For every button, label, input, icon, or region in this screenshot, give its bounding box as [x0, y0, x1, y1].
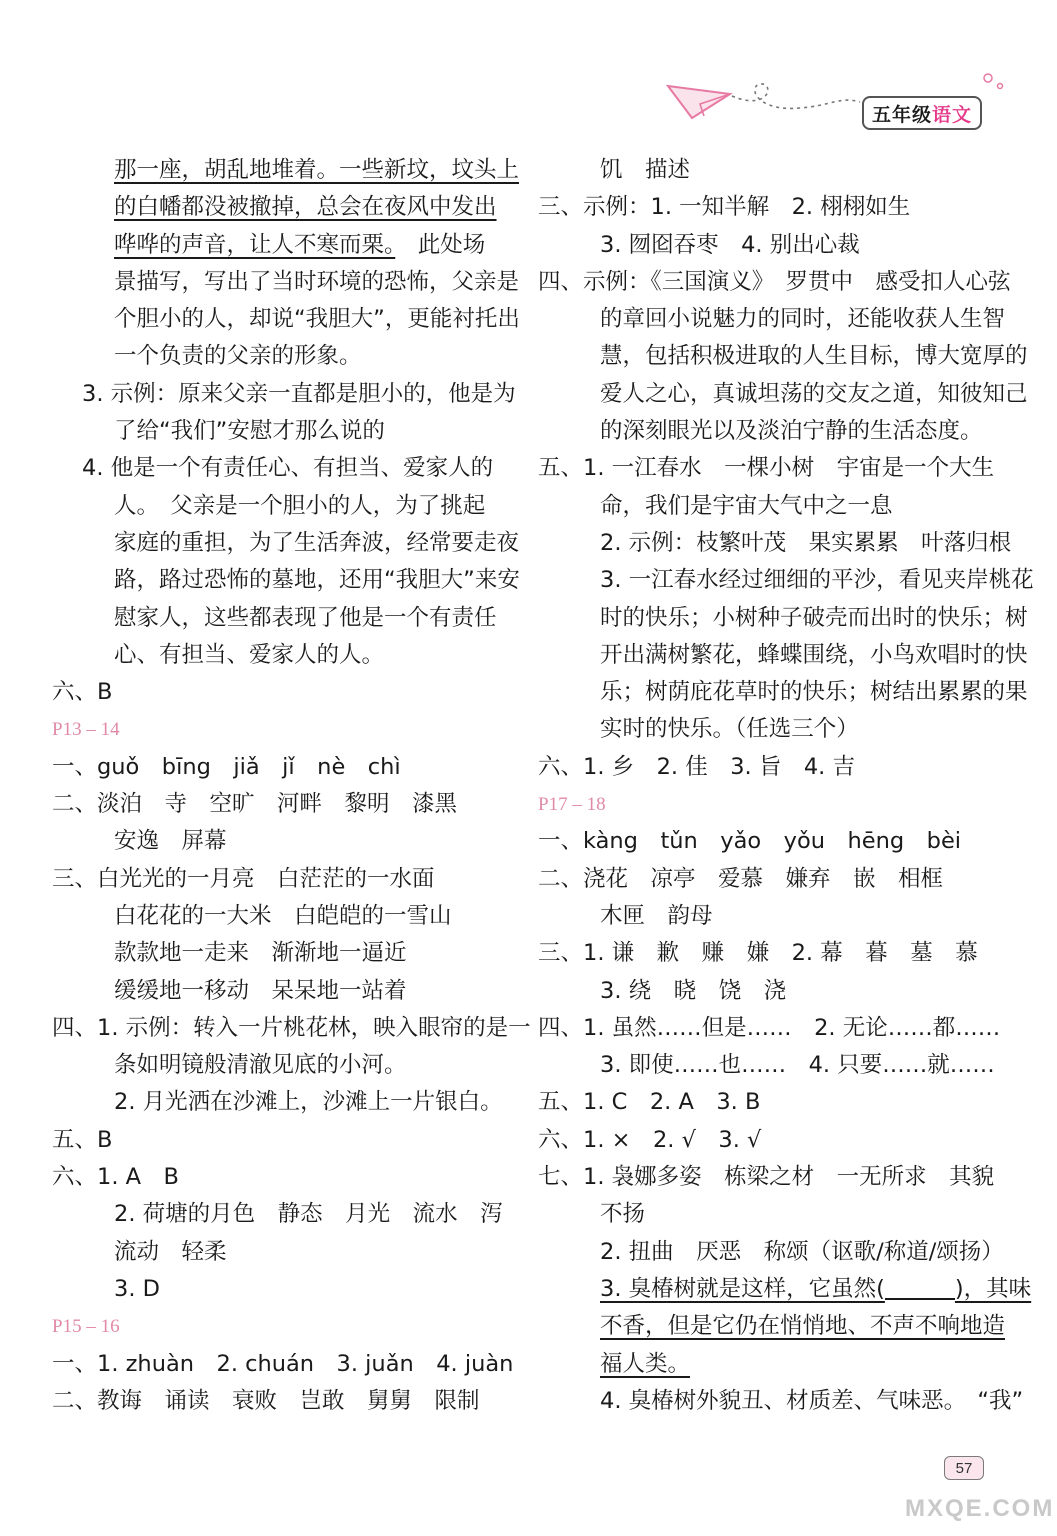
answer-line — [538, 1271, 1032, 1308]
answer-text: 了给“我们”安慰才那么说的 — [114, 418, 385, 445]
answer-text: 五、1. 一江春水 一棵小树 宇宙是一个大生 — [538, 455, 995, 482]
answer-line — [52, 1084, 512, 1121]
answer-line — [52, 376, 516, 413]
answer-line — [52, 413, 512, 450]
answer-line — [52, 189, 512, 226]
answer-line — [538, 450, 998, 487]
answer-text: 3. 绕 晓 饶 浇 — [600, 977, 787, 1004]
answer-text: 2. 荷塘的月色 静态 月光 流水 泻 — [114, 1201, 503, 1228]
answer-line — [52, 227, 512, 264]
answer-text: 白花花的一大米 白皑皑的一雪山 — [114, 902, 452, 929]
answer-text: 流动 轻柔 — [114, 1238, 227, 1265]
answer-line — [538, 227, 998, 264]
answer-line — [538, 823, 998, 860]
page-number: 57 — [944, 1456, 984, 1480]
answer-line — [538, 1084, 998, 1121]
answer-text: 个胆小的人，却说“我胆大”，更能衬托出 — [114, 306, 520, 333]
answer-text: 四、示例：《三国演义》 罗贯中 感受扣人心弦 — [538, 268, 1011, 295]
answer-text: 4. 臭椿树外貌丑、材质差、气味恶。 “我” — [600, 1387, 1024, 1414]
left-answer-column — [52, 152, 531, 1420]
answer-text: 慧，包括积极进取的人生目标，博大宽厚的 — [600, 343, 1028, 370]
answer-text: 饥 描述 — [600, 157, 691, 183]
answer-line — [52, 898, 512, 935]
answer-text: 不香，但是它仍在悄悄地、不声不响地造 — [600, 1313, 1006, 1340]
answer-text: 六、B — [52, 679, 113, 706]
grade-subject-badge — [862, 96, 982, 130]
answer-text: 福人类。 — [600, 1350, 691, 1377]
answer-text: 三、1. 谦 歉 赚 嫌 2. 幕 暮 墓 慕 — [538, 940, 978, 967]
answer-line — [538, 488, 998, 525]
answer-line — [52, 749, 512, 786]
answer-line — [52, 1383, 512, 1420]
answer-text: 哗哗的声音，让人不寒而栗。 — [114, 231, 396, 258]
answer-text: 木匣 韵母 — [600, 902, 713, 929]
answer-text: 一个负责的父亲的形象。 — [114, 343, 362, 370]
answer-text: 五、1. C 2. A 3. B — [538, 1089, 761, 1116]
answer-text: 不扬 — [600, 1201, 646, 1228]
answer-line — [52, 786, 512, 823]
answer-text: 一、guǒ bīng jiǎ jǐ nè chì — [52, 753, 401, 780]
answer-text: 4. 他是一个有责任心、有担当、爱家人的 — [82, 455, 494, 482]
answer-line — [538, 376, 1028, 413]
answer-line — [538, 413, 998, 450]
answer-line — [52, 562, 520, 599]
answer-text: 爱人之心，真诚坦荡的交友之道，知彼知己 — [600, 380, 1028, 407]
answer-text: 2. 扭曲 厌恶 称颂（讴歌/称道/颂扬） — [600, 1238, 1004, 1265]
answer-text: 时的快乐；小树种子破壳而出时的快乐；树 — [600, 604, 1028, 631]
answer-text: 缓缓地一移动 呆呆地一站着 — [114, 977, 407, 1004]
answer-line — [538, 1234, 1004, 1271]
answer-line — [52, 488, 512, 525]
answer-line — [52, 152, 520, 189]
answer-text: 四、1. 示例：转入一片桃花林，映入眼帘的是一 — [52, 1014, 531, 1041]
answer-text-after-blank: )，其味 — [954, 1275, 1032, 1302]
right-answer-column — [538, 152, 1034, 1420]
answer-line — [538, 264, 1011, 301]
answer-line — [52, 1047, 512, 1084]
answer-line — [52, 861, 512, 898]
answer-line — [538, 711, 998, 748]
answer-text: 人。 父亲是一个胆小的人，为了挑起 — [114, 492, 486, 519]
answer-line — [52, 301, 520, 338]
answer-line — [538, 1159, 998, 1196]
answer-line — [538, 1122, 998, 1159]
grade-label: 五年级 — [871, 103, 932, 126]
answer-text: 五、B — [52, 1126, 113, 1153]
answer-text: 2. 月光洒在沙滩上，沙滩上一片银白。 — [114, 1089, 503, 1116]
answer-text: 2. 示例：枝繁叶茂 果实累累 叶落归根 — [600, 529, 1012, 556]
answer-line — [538, 525, 1012, 562]
answer-text: 的章回小说魅力的同时，还能收获人生智 — [600, 306, 1006, 333]
answer-text: P15 – 16 — [52, 1316, 120, 1338]
answer-line — [52, 935, 512, 972]
answer-text: 3. 囫囵吞枣 4. 别出心裁 — [600, 231, 860, 258]
answer-line — [52, 823, 512, 860]
answer-text: 款款地一走来 渐渐地一逼近 — [114, 940, 407, 967]
answer-text: 一、1. zhuàn 2. chuán 3. juǎn 4. juàn — [52, 1350, 514, 1377]
answer-line — [538, 338, 1028, 375]
answer-line — [52, 600, 512, 637]
answer-text: 二、淡泊 寺 空旷 河畔 黎明 漆黑 — [52, 791, 458, 818]
answer-line — [52, 1234, 512, 1271]
answer-text: 二、浇花 凉亭 爱慕 嫌弃 嵌 相框 — [538, 865, 944, 892]
answer-line — [52, 338, 512, 375]
answer-line — [538, 600, 1028, 637]
answer-line — [52, 674, 512, 711]
watermark-logo: MXQE.COM — [905, 1495, 1055, 1522]
answer-line — [538, 1047, 998, 1084]
answer-text: 开出满树繁花，蜂蝶围绕，小鸟欢唱时的快 — [600, 641, 1028, 668]
answer-line — [52, 525, 520, 562]
answer-text: P13 – 14 — [52, 719, 120, 741]
answer-line — [52, 1271, 512, 1308]
answer-text-suffix: 此处场 — [395, 231, 486, 258]
answer-text: 3. 即使……也…… 4. 只要……就…… — [600, 1052, 995, 1079]
answer-line — [52, 1159, 512, 1196]
answer-line — [538, 1010, 1001, 1047]
answer-text: P17 – 18 — [538, 794, 606, 816]
answer-text: 3. D — [114, 1275, 160, 1302]
answer-text: 二、教诲 诵读 衰败 岂敢 舅舅 限制 — [52, 1387, 480, 1414]
answer-text: 六、1. 乡 2. 佳 3. 旨 4. 吉 — [538, 753, 855, 780]
answer-text: 六、1. A B — [52, 1164, 179, 1191]
answer-line — [52, 450, 512, 487]
answer-text: 三、白光光的一月亮 白茫茫的一水面 — [52, 865, 435, 892]
answer-line — [538, 973, 998, 1010]
answer-line — [52, 1346, 512, 1383]
answer-line — [52, 637, 512, 674]
answer-text: 景描写，写出了当时环境的恐怖，父亲是 — [114, 268, 520, 295]
answer-line — [538, 1383, 1024, 1420]
answer-line — [52, 1122, 512, 1159]
answer-line — [538, 861, 998, 898]
answer-text: 3. 一江春水经过细细的平沙，看见夹岸桃花 — [600, 567, 1034, 594]
answer-text: 的白幡都没被撤掉，总会在夜风中发出 — [114, 194, 497, 221]
answer-line — [538, 637, 1028, 674]
answer-text: 安逸 屏幕 — [114, 828, 227, 855]
answer-text: 3. 臭椿树就是这样，它虽然( — [600, 1275, 885, 1302]
answer-text: 条如明镜般清澈见底的小河。 — [114, 1052, 407, 1079]
answer-line — [538, 1196, 998, 1233]
answer-line — [52, 1010, 531, 1047]
answer-line — [538, 749, 998, 786]
answer-line — [538, 301, 1006, 338]
answer-line — [52, 264, 520, 301]
answer-line — [538, 1346, 998, 1383]
answer-line — [538, 674, 1028, 711]
answer-text: 实时的快乐。（任选三个） — [600, 716, 859, 743]
answer-text: 的深刻眼光以及淡泊宁静的生活态度。 — [600, 418, 983, 445]
answer-line — [538, 152, 998, 189]
answer-text: 乐；树荫庇花草时的快乐；树结出累累的果 — [600, 679, 1028, 706]
answer-text: 路，路过恐怖的墓地，还用“我胆大”来安 — [114, 567, 520, 594]
answer-text: 四、1. 虽然……但是…… 2. 无论……都…… — [538, 1014, 1001, 1041]
answer-text: 心、有担当、爱家人的人。 — [114, 641, 385, 668]
answer-line — [538, 935, 998, 972]
answer-text: 那一座，胡乱地堆着。一些新坟，坟头上 — [114, 157, 520, 183]
answer-text: 命，我们是宇宙大气中之一息 — [600, 492, 893, 519]
answer-line — [538, 1308, 1006, 1345]
answer-text: 六、1. × 2. √ 3. √ — [538, 1126, 762, 1153]
answer-line — [538, 562, 1034, 599]
answer-text: 一、kàng tǔn yǎo yǒu hēng bèi — [538, 828, 962, 855]
answer-text: 三、示例：1. 一知半解 2. 栩栩如生 — [538, 194, 911, 221]
fill-blank — [885, 1278, 955, 1300]
answer-line — [538, 189, 998, 226]
answer-text: 3. 示例：原来父亲一直都是胆小的，他是为 — [82, 380, 516, 407]
answer-line — [52, 1196, 512, 1233]
answer-text: 七、1. 袅娜多姿 栋梁之材 一无所求 其貌 — [538, 1164, 995, 1191]
answer-text: 慰家人，这些都表现了他是一个有责任 — [114, 604, 497, 631]
answer-line — [52, 973, 512, 1010]
section-heading — [52, 1308, 512, 1345]
answer-text: 家庭的重担，为了生活奔波，经常要走夜 — [114, 529, 520, 556]
answer-line — [538, 898, 998, 935]
section-heading — [538, 786, 998, 823]
subject-label: 语文 — [932, 103, 973, 126]
section-heading — [52, 711, 512, 748]
